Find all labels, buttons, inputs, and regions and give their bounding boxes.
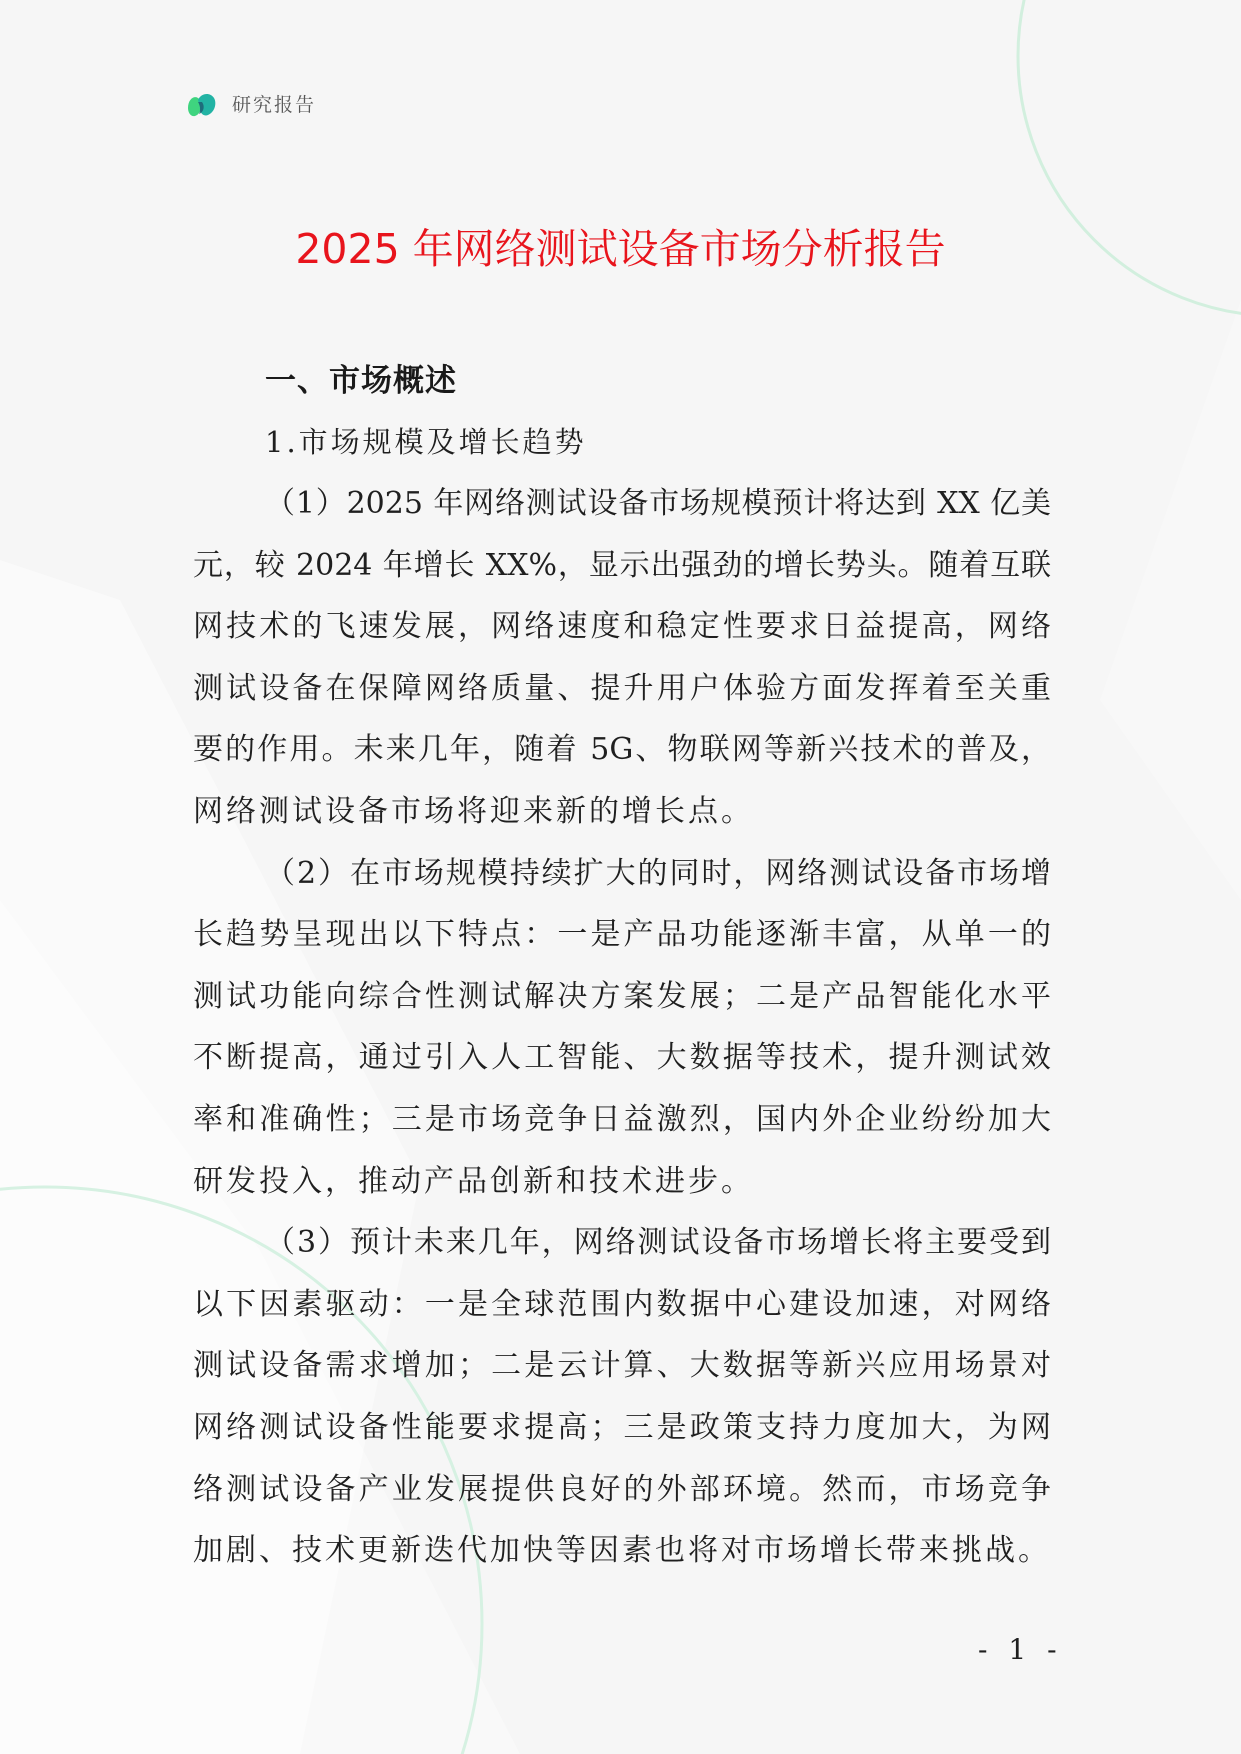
paragraph-2 <box>193 843 1051 1213</box>
green-wave-logo-icon <box>186 90 218 120</box>
paragraph-line: （3）预计未来几年，网络测试设备市场增长将主要受到 <box>265 1225 1051 1261</box>
paragraph-line: 元，较 2024 年增长 XX%，显示出强劲的增长势头。随着互联 <box>193 547 1051 583</box>
paragraph-line: 加剧、技术更新迭代加快等因素也将对市场增长带来挑战。 <box>193 1533 1051 1569</box>
paragraph-line: 研发投入，推动产品创新和技术进步。 <box>193 1163 754 1199</box>
paragraph-line: （2）在市场规模持续扩大的同时，网络测试设备市场增 <box>265 855 1051 891</box>
paragraph-3 <box>193 1212 1051 1582</box>
paragraph-1 <box>193 473 1051 843</box>
logo-label: 研究报告 <box>232 94 317 116</box>
paragraph-line: 测试设备在保障网络质量、提升用户体验方面发挥着至关重 <box>193 670 1051 706</box>
background-light-shard <box>1100 300 1241 900</box>
body-text <box>193 473 1051 1582</box>
paragraph-line: 测试设备需求增加；二是云计算、大数据等新兴应用场景对 <box>193 1348 1051 1384</box>
paragraph-line: 要的作用。未来几年，随着 5G、物联网等新兴技术的普及， <box>193 732 1051 768</box>
subsection-heading: 1.市场规模及增长趋势 <box>265 425 587 459</box>
page-number: - 1 - <box>978 1633 1063 1666</box>
document-title: 2025 年网络测试设备市场分析报告 <box>295 225 946 273</box>
paragraph-line: 络测试设备产业发展提供良好的外部环境。然而，市场竞争 <box>193 1471 1051 1507</box>
paragraph-line: 不断提高，通过引入人工智能、大数据等技术，提升测试效 <box>193 1040 1051 1076</box>
paragraph-line: 网技术的飞速发展，网络速度和稳定性要求日益提高，网络 <box>193 609 1051 645</box>
paragraph-line: 长趋势呈现出以下特点：一是产品功能逐渐丰富，从单一的 <box>193 917 1051 953</box>
paragraph-line: 以下因素驱动：一是全球范围内数据中心建设加速，对网络 <box>193 1286 1051 1322</box>
report-logo <box>186 90 316 120</box>
paragraph-line: 测试功能向综合性测试解决方案发展；二是产品智能化水平 <box>193 978 1051 1014</box>
paragraph-line: （1）2025 年网络测试设备市场规模预计将达到 XX 亿美 <box>265 486 1051 521</box>
section-heading: 一、市场概述 <box>265 363 457 399</box>
paragraph-line: 网络测试设备市场将迎来新的增长点。 <box>193 793 754 829</box>
paragraph-line: 率和准确性；三是市场竞争日益激烈，国内外企业纷纷加大 <box>193 1101 1051 1137</box>
paragraph-line: 网络测试设备性能要求提高；三是政策支持力度加大，为网 <box>193 1409 1051 1445</box>
